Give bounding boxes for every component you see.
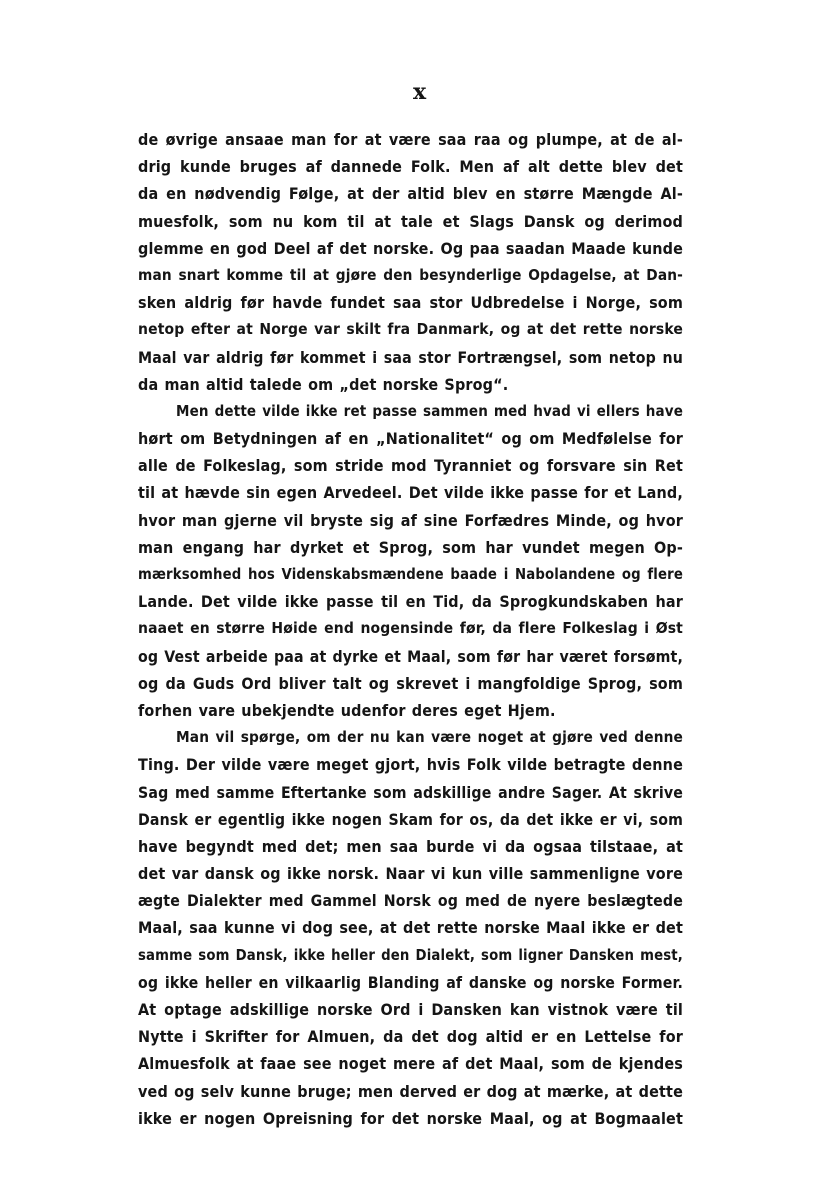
- text-line: det var dansk og ikke norsk. Naar vi kun ville sammenligne vore: [138, 864, 683, 884]
- text-line: man snart komme til at gjøre den besynderlige Opdagelse, at Dan-: [138, 265, 683, 284]
- text-line: alle de Folkeslag, som stride mod Tyranniet og forsvare sin Ret: [138, 456, 683, 476]
- text-line: muesfolk, som nu kom til at tale et Slags Dansk og derimod: [138, 211, 683, 231]
- text-line: da en nødvendig Følge, at der altid blev en større Mængde Al-: [138, 184, 683, 204]
- text-line: netop efter at Norge var skilt fra Danmark, og at det rette norske: [138, 320, 683, 339]
- text-line: hvor man gjerne vil bryste sig af sine Forfædres Minde, og hvor: [138, 510, 683, 530]
- text-line: Maal var aldrig før kommet i saa stor Fortrængsel, som netop nu: [138, 347, 683, 367]
- text-line: Men dette vilde ikke ret passe sammen med hvad vi ellers have: [176, 401, 683, 420]
- text-line: de øvrige ansaae man for at være saa raa og plumpe, at de al-: [138, 130, 683, 149]
- text-line: man engang har dyrket et Sprog, som har vundet megen Op-: [138, 537, 683, 557]
- body-text: [138, 126, 683, 1132]
- text-line: ved og selv kunne bruge; men derved er dog at mærke, at dette: [138, 1081, 683, 1101]
- text-line: og ikke heller en vilkaarlig Blanding af danske og norske Former.: [138, 972, 683, 992]
- paragraph-2: [138, 398, 683, 724]
- text-line: Ting. Der vilde være meget gjort, hvis Folk vilde betragte denne: [138, 755, 683, 775]
- text-line: Lande. Det vilde ikke passe til en Tid, da Sprogkundskaben har: [138, 592, 683, 612]
- text-line: glemme en god Deel af det norske. Og paa saadan Maade kunde: [138, 238, 683, 258]
- text-line: Maal, saa kunne vi dog see, at det rette norske Maal ikke er det: [138, 918, 683, 938]
- text-line: og Vest arbeide paa at dyrke et Maal, som før har været forsømt,: [138, 646, 683, 666]
- text-line: Sag med samme Eftertanke som adskillige andre Sager. At skrive: [138, 782, 683, 802]
- paragraph-1: [138, 126, 683, 398]
- text-line: ikke er nogen Opreisning for det norske Maal, og at Bogmaalet: [138, 1108, 683, 1128]
- text-line: drig kunde bruges af dannede Folk. Men af alt dette blev det: [138, 157, 683, 177]
- page-number: x: [412, 79, 428, 105]
- text-line: samme som Dansk, ikke heller den Dialekt, som ligner Dansken mest,: [138, 946, 683, 964]
- text-line: have begyndt med det; men saa burde vi da ogsaa tilstaae, at: [138, 836, 683, 856]
- text-line: Man vil spørge, om der nu kan være noget at gjøre ved denne: [176, 728, 683, 747]
- text-line: sken aldrig før havde fundet saa stor Udbredelse i Norge, som: [138, 293, 683, 313]
- text-line: til at hævde sin egen Arvedeel. Det vilde ikke passe for et Land,: [138, 483, 683, 503]
- text-line: Nytte i Skrifter for Almuen, da det dog altid er en Lettelse for: [138, 1027, 683, 1047]
- text-line: da man altid talede om „det norske Sprog“.: [138, 374, 509, 394]
- text-line: forhen vare ubekjendte udenfor deres eget Hjem.: [138, 700, 556, 720]
- text-line: At optage adskillige norske Ord i Dansken kan vistnok være til: [138, 1000, 683, 1019]
- text-line: naaet en større Høide end nogensinde før, da flere Folkeslag i Øst: [138, 619, 683, 638]
- paragraph-3: [138, 724, 683, 1132]
- text-line: og da Guds Ord bliver talt og skrevet i mangfoldige Sprog, som: [138, 673, 683, 693]
- text-line: hørt om Betydningen af en „Nationalitet“ og om Medfølelse for: [138, 429, 683, 449]
- text-line: Dansk er egentlig ikke nogen Skam for os, da det ikke er vi, som: [138, 809, 683, 829]
- text-line: Almuesfolk at faae see noget mere af det Maal, som de kjendes: [138, 1054, 683, 1074]
- text-line: mærksomhed hos Videnskabsmændene baade i Nabolandene og flere: [138, 566, 683, 583]
- text-line: ægte Dialekter med Gammel Norsk og med de nyere beslægtede: [138, 891, 683, 911]
